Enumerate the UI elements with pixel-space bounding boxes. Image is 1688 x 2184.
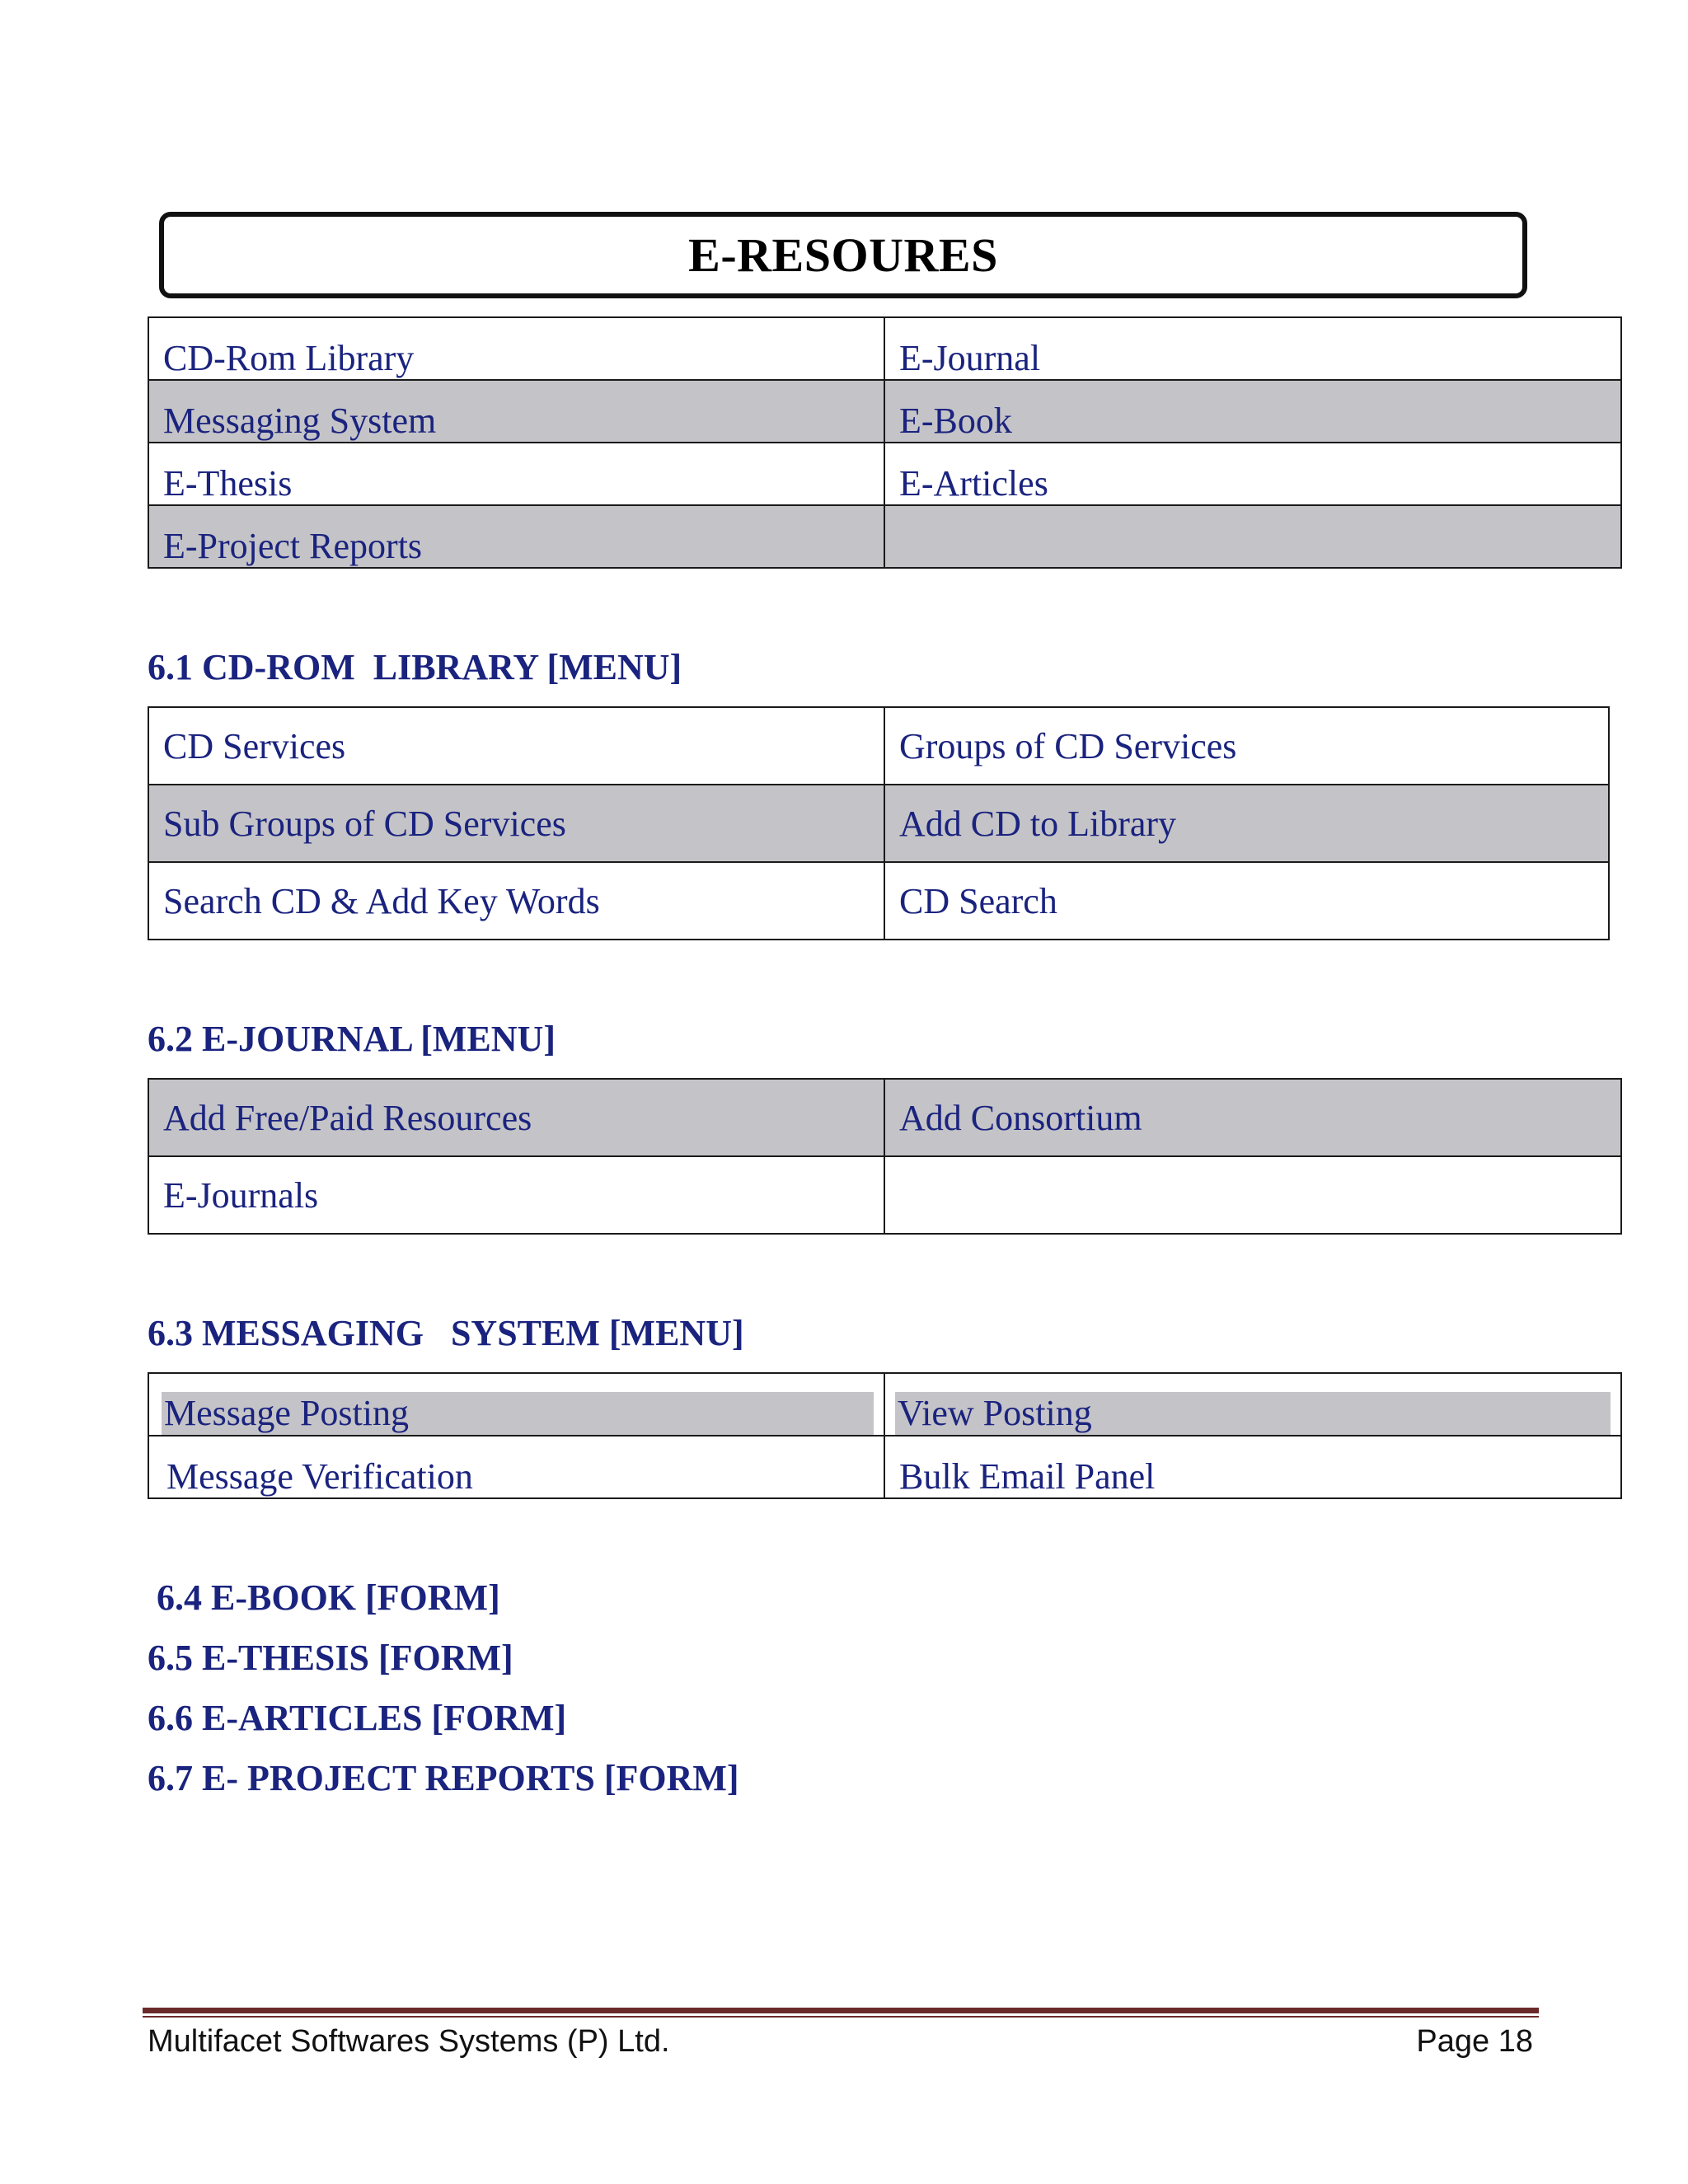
messaging-system-table xyxy=(148,1372,1622,1499)
message-posting-label: Message Posting xyxy=(162,1392,874,1435)
section-heading-ebook[interactable]: 6.4 E-BOOK [FORM] xyxy=(148,1577,500,1618)
table-row xyxy=(148,505,1621,568)
cdrom-library-table xyxy=(148,706,1610,940)
table-row xyxy=(148,443,1621,505)
menu-cell-e-journals[interactable]: E-Journals xyxy=(148,1156,884,1234)
menu-cell-e-project-reports[interactable]: E-Project Reports xyxy=(148,505,884,568)
menu-cell-message-verification[interactable]: Message Verification xyxy=(148,1436,884,1498)
footer-divider-thin xyxy=(143,2016,1539,2018)
menu-cell-cd-services[interactable]: CD Services xyxy=(148,707,884,785)
section-heading-earticles[interactable]: 6.6 E-ARTICLES [FORM] xyxy=(148,1698,567,1738)
page-title: E-RESOURES xyxy=(688,228,998,282)
table-row xyxy=(148,317,1621,380)
menu-cell-e-articles[interactable]: E-Articles xyxy=(884,443,1621,505)
menu-cell-empty xyxy=(884,505,1621,568)
menu-cell-add-free-paid-resources[interactable]: Add Free/Paid Resources xyxy=(148,1079,884,1156)
menu-cell-view-posting[interactable] xyxy=(884,1373,1621,1436)
section-heading-ethesis[interactable]: 6.5 E-THESIS [FORM] xyxy=(148,1638,513,1678)
menu-cell-search-cd[interactable]: Search CD & Add Key Words xyxy=(148,862,884,940)
menu-cell-sub-groups-of-cd-services[interactable]: Sub Groups of CD Services xyxy=(148,785,884,862)
menu-cell-messaging-system[interactable]: Messaging System xyxy=(148,380,884,443)
footer-divider xyxy=(143,2008,1539,2013)
menu-cell-cd-search[interactable]: CD Search xyxy=(884,862,1609,940)
section-heading-messaging: 6.3 MESSAGING SYSTEM [MENU] xyxy=(148,1313,744,1353)
menu-cell-add-consortium[interactable]: Add Consortium xyxy=(884,1079,1621,1156)
table-row xyxy=(148,1373,1621,1436)
table-row xyxy=(148,1079,1621,1156)
menu-cell-e-book[interactable]: E-Book xyxy=(884,380,1621,443)
section-heading-cdrom: 6.1 CD-ROM LIBRARY [MENU] xyxy=(148,647,682,687)
section-heading-ejournal: 6.2 E-JOURNAL [MENU] xyxy=(148,1019,556,1059)
menu-cell-groups-of-cd-services[interactable]: Groups of CD Services xyxy=(884,707,1609,785)
menu-cell-e-journal[interactable]: E-Journal xyxy=(884,317,1621,380)
menu-cell-cdrom-library[interactable]: CD-Rom Library xyxy=(148,317,884,380)
table-row xyxy=(148,707,1609,785)
menu-cell-empty xyxy=(884,1156,1621,1234)
menu-cell-bulk-email-panel[interactable]: Bulk Email Panel xyxy=(884,1436,1621,1498)
table-row xyxy=(148,1436,1621,1498)
table-row xyxy=(148,862,1609,940)
ejournal-table xyxy=(148,1078,1622,1235)
table-row xyxy=(148,1156,1621,1234)
menu-cell-message-posting[interactable] xyxy=(148,1373,884,1436)
page-title-box xyxy=(159,212,1527,298)
e-resources-table xyxy=(148,316,1622,569)
menu-cell-e-thesis[interactable]: E-Thesis xyxy=(148,443,884,505)
footer-page-number: Page 18 xyxy=(1416,2024,1533,2059)
menu-cell-add-cd-to-library[interactable]: Add CD to Library xyxy=(884,785,1609,862)
table-row xyxy=(148,380,1621,443)
view-posting-label: View Posting xyxy=(895,1392,1611,1435)
table-row xyxy=(148,785,1609,862)
section-heading-eproject-reports[interactable]: 6.7 E- PROJECT REPORTS [FORM] xyxy=(148,1758,739,1798)
footer-company: Multifacet Softwares Systems (P) Ltd. xyxy=(148,2024,670,2059)
